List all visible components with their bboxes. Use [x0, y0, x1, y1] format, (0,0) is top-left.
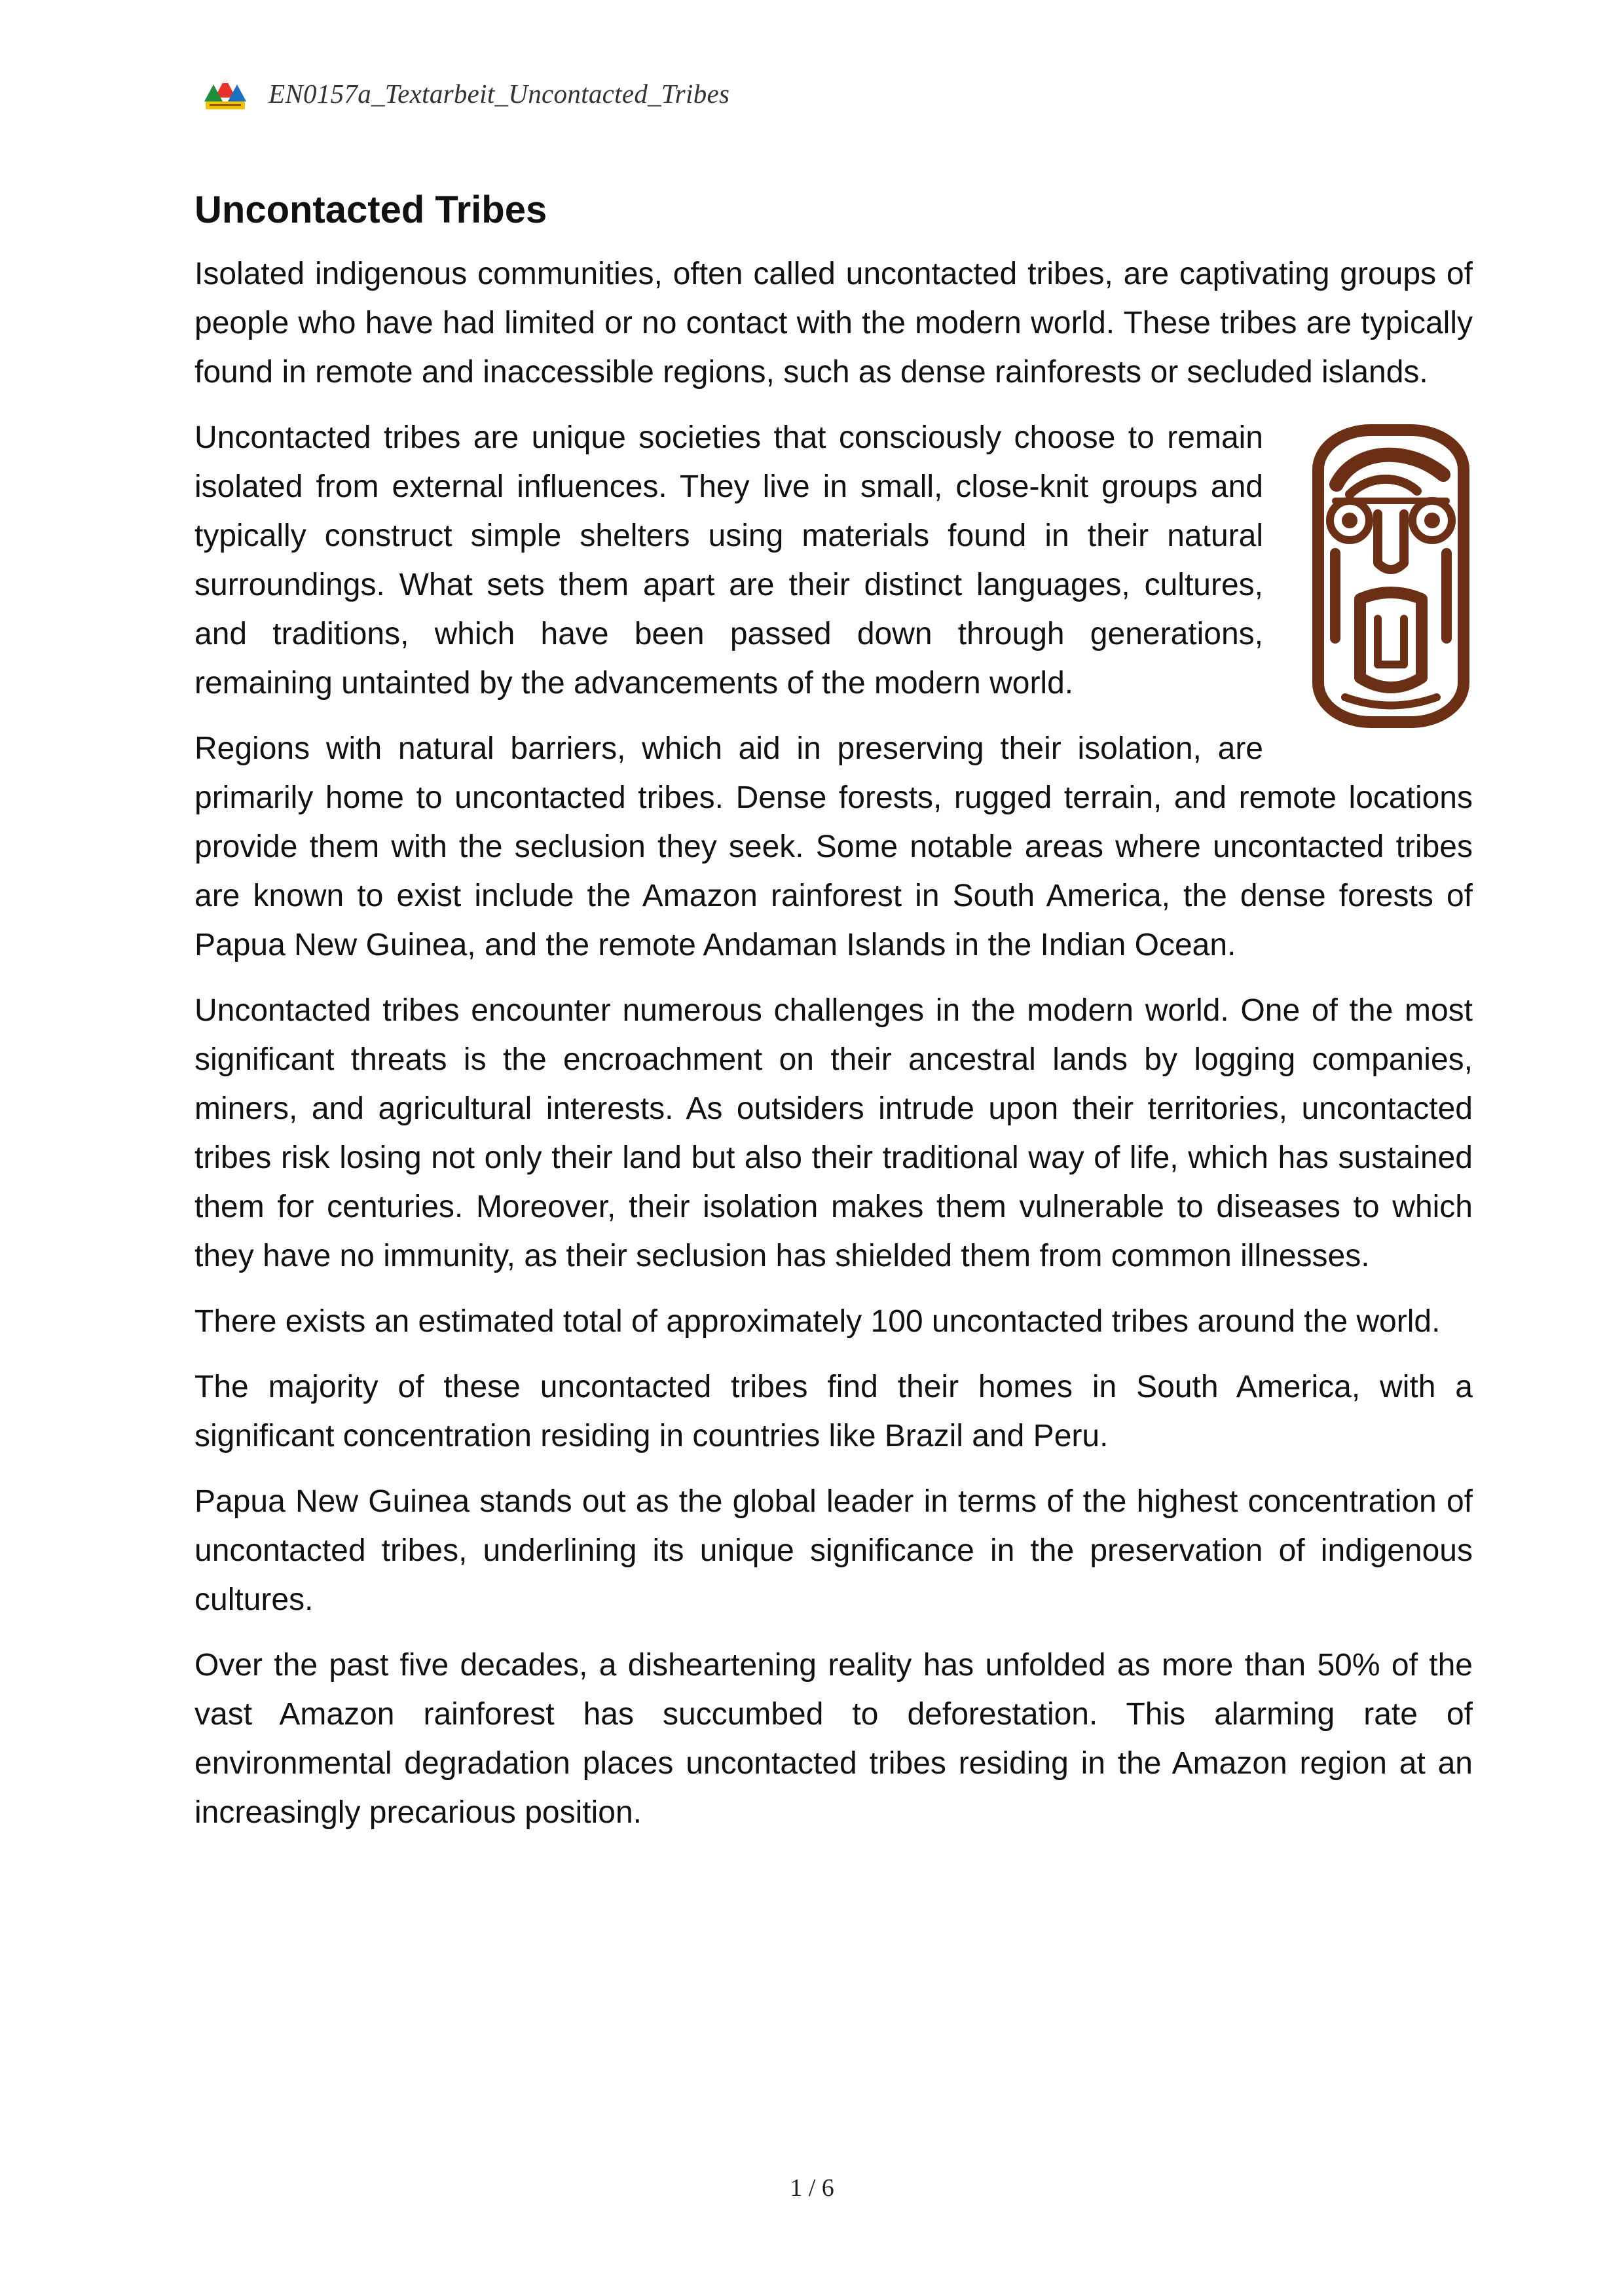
paragraph-challenges: Uncontacted tribes encounter numerous challenges in the modern world. One of the most significant threats is the encroachment on their ancestral lands by logging companies, miners, and agricultural interests. As outsiders intrude upon their territories, uncontacted tribes risk losing not only their land but also their traditional way of life, which has sustained them for centuries. Moreover, their isolation makes them vulnerable to diseases to which they have no immunity, as their seclusion has shielded them from common illnesses. [194, 993, 1473, 1273]
paragraph-regions: Regions with natural barriers, which aid in preserving their isolation, are primarily home to uncontacted tribes. Dense forests, rugged terrain, and remote locations provide them with the seclusion they seek. Some notable areas where uncontacted tribes are known to exist include the Amazon rainforest in South America, the dense forests of Papua New Guinea, and the remote Andaman Islands in the Indian Ocean. [194, 731, 1473, 962]
tribal-mask-icon [1309, 422, 1473, 730]
page-number: 1 / 6 [790, 2174, 834, 2202]
paragraph-intro: Isolated indigenous communities, often called uncontacted tribes, are captivating groups of people who have had limited or no contact with the modern world. These tribes are typically found in remote and inaccessible regions, such as dense rainforests or secluded islands. [194, 257, 1473, 390]
page-header [204, 71, 729, 117]
mountain-logo-icon [204, 75, 246, 112]
paragraph-deforestation: Over the past five decades, a disheartening reality has unfolded as more than 50% of the vast Amazon rainforest has succumbed to deforestation. This alarming rate of environmental degradation places uncontacted tribes residing in the Amazon region at an increasingly precarious position. [194, 1648, 1473, 1830]
document-title: Uncontacted Tribes [194, 189, 547, 231]
paragraph-societies: Uncontacted tribes are unique societies that consciously choose to remain isolated from external influences. They live in small, close-knit groups and typically construct simple shelters using materials found in their natural surroundings. What sets them apart are their distinct languages, cultures, and traditions, which have been passed down through generations, remaining untainted by the advancements of the modern world. [194, 420, 1263, 701]
paragraph-papua-new-guinea: Papua New Guinea stands out as the global leader in terms of the highest concentration of uncontacted tribes, underlining its unique significance in the preservation of indigenous cultures. [194, 1484, 1473, 1617]
document-filename: EN0157a_Textarbeit_Uncontacted_Tribes [268, 79, 730, 109]
paragraph-estimate: There exists an estimated total of approximately 100 uncontacted tribes around the world. [194, 1304, 1441, 1339]
paragraph-south-america: The majority of these uncontacted tribes find their homes in South America, with a significant concentration residing in countries like Brazil and Peru. [194, 1370, 1473, 1453]
document-body [194, 187, 1473, 1853]
